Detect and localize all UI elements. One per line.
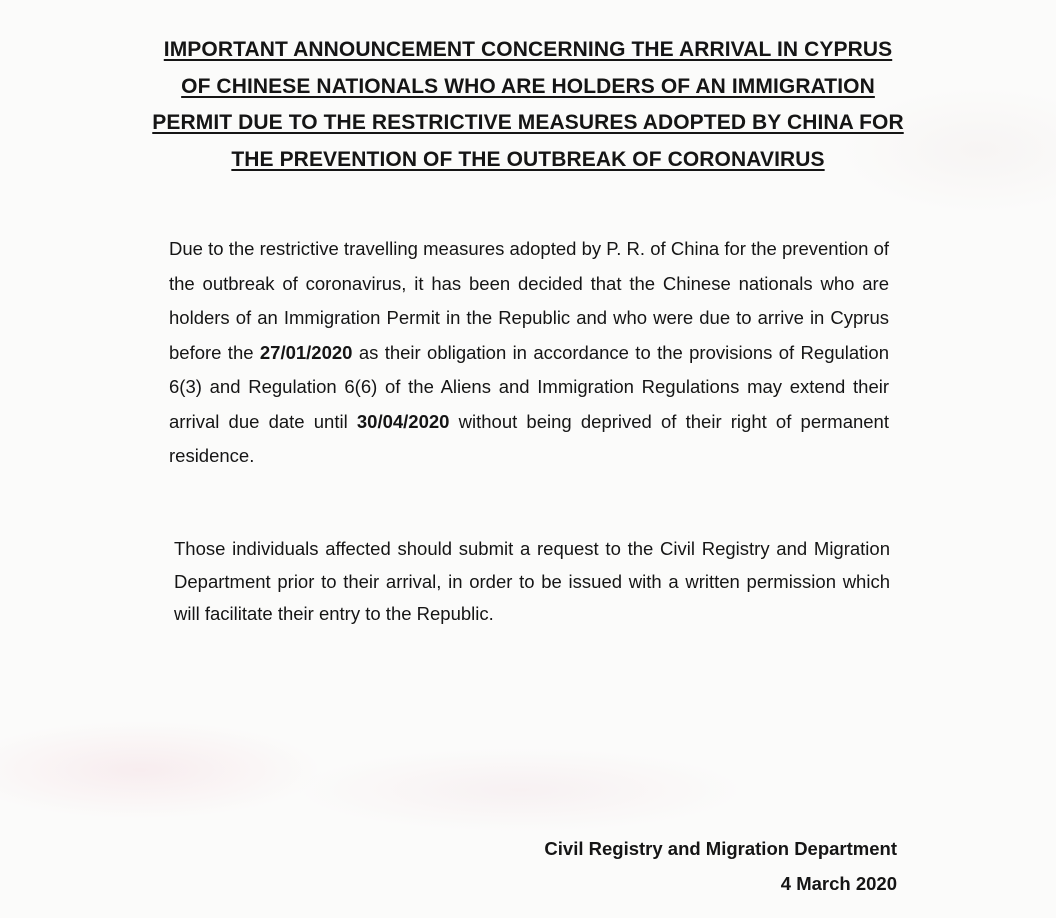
original-arrival-date: 27/01/2020 [259, 341, 353, 363]
paragraph1-text-b: as their obligation in accordance to the provisions of Regulation 6(3) and Regulation 6(6) of the Aliens and Immigration Regulations may extend their arrival due date until [169, 341, 889, 432]
paragraph1-text-a: Due to the restrictive travelling measures adopted by P. R. of China for the prevention of the outbreak of coronavirus, it has been decided that the Chinese nationals who are holders of an Immigration Permit in the Republic and who were due to arrive in Cyprus before the [169, 238, 889, 363]
title-line-2: OF CHINESE NATIONALS WHO ARE HOLDERS OF AN IMMIGRATION [181, 74, 875, 98]
signature-block [544, 831, 897, 901]
title-line-1: IMPORTANT ANNOUNCEMENT CONCERNING THE ARRIVAL IN CYPRUS [163, 38, 893, 61]
signature-department: Civil Registry and Migration Department [544, 838, 897, 859]
paragraph1-text-c: without being deprived of their right of permanent residence. [169, 410, 889, 466]
paragraph-arrival-extension [169, 232, 889, 474]
extended-arrival-date: 30/04/2020 [356, 410, 450, 432]
title-line-4: THE PREVENTION OF THE OUTBREAK OF CORONAVIRUS [231, 147, 825, 171]
signature-date: 4 March 2020 [780, 873, 897, 894]
announcement-title [150, 32, 906, 178]
paragraph-request-instructions: Those individuals affected should submit a request to the Civil Registry and Migration Department prior to their arrival, in order to be issued with a written permission which will facilitate their entry to the Republic. [174, 538, 890, 624]
title-line-3: PERMIT DUE TO THE RESTRICTIVE MEASURES ADOPTED BY CHINA FOR [152, 111, 904, 134]
